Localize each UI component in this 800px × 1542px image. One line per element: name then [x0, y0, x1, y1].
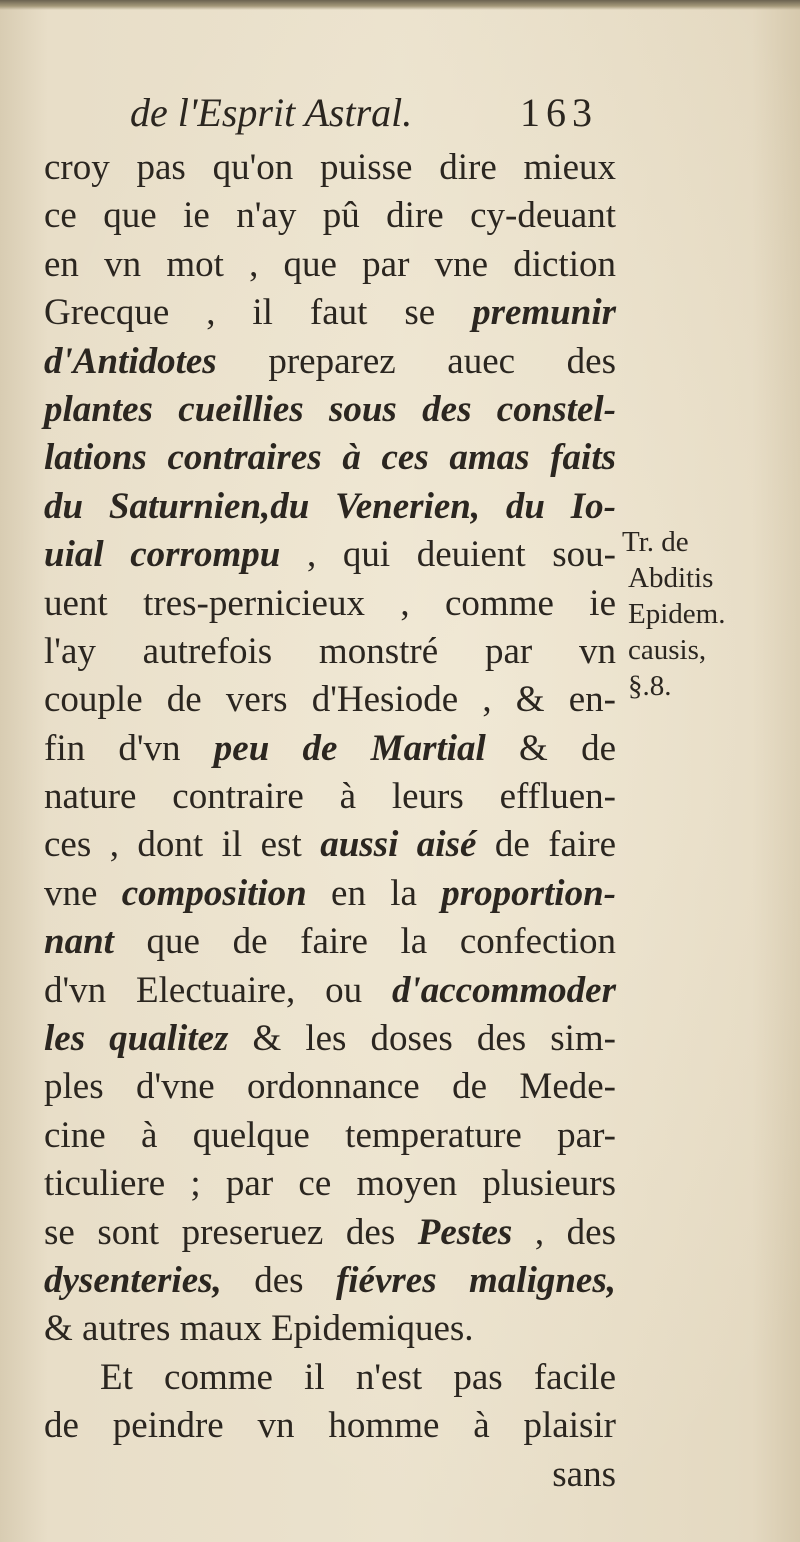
text-run: croy pas qu'on puisse dire mieux: [44, 147, 616, 188]
italic-run: du Saturnien,du Venerien, du Io-: [44, 485, 616, 527]
text-line: [44, 1257, 616, 1305]
text-run: cine à quelque temperature par-: [44, 1114, 616, 1156]
italic-run: lations contraires à ces amas faits: [44, 437, 616, 479]
italic-run: nant: [44, 921, 114, 963]
italic-run: fiévres malignes,: [335, 1259, 617, 1301]
text-line: [44, 821, 616, 869]
text-run: ce que ie n'ay pû dire cy-deuant: [44, 195, 616, 237]
text-line: [44, 1112, 616, 1160]
text-line: [44, 289, 616, 337]
italic-run: proportion-: [441, 872, 616, 914]
italic-run: d'Antidotes: [44, 340, 217, 382]
text-run: fin d'vn: [44, 727, 214, 769]
text-run: que de faire la confection: [113, 921, 616, 963]
text-run: de faire: [476, 824, 616, 866]
margin-note-line: §.8.: [628, 670, 672, 702]
text-line: [44, 628, 616, 676]
margin-note: [622, 524, 792, 704]
text-line: [44, 967, 616, 1015]
text-run: & autres maux Epidemiques.: [44, 1308, 474, 1350]
text-line: [44, 918, 616, 966]
italic-run: dysenteries,: [44, 1259, 222, 1301]
text-line: [44, 192, 616, 240]
text-run: des: [221, 1259, 336, 1301]
text-line: [44, 1160, 616, 1208]
text-line: [44, 531, 616, 579]
italic-run: premunir: [472, 292, 616, 334]
text-line: [44, 434, 616, 482]
text-line: [44, 580, 616, 628]
text-run: ces , dont il est: [44, 824, 321, 866]
margin-note-line: Tr. de: [622, 526, 689, 558]
text-line: [44, 725, 616, 773]
page-top-edge: [0, 0, 800, 10]
italic-run: Pestes: [417, 1211, 513, 1253]
margin-note-line: causis,: [628, 634, 707, 666]
italic-run: uial corrompu: [44, 534, 281, 576]
text-line: [44, 1354, 616, 1402]
text-run: & les doses des sim-: [228, 1018, 617, 1060]
text-run: en vn mot , que par vne diction: [44, 243, 616, 285]
italic-run: d'accommoder: [391, 969, 616, 1011]
text-run: en la: [306, 872, 442, 914]
text-run: couple de vers d'Hesiode , & en-: [44, 679, 616, 721]
text-run: Et comme il n'est pas facile: [100, 1356, 616, 1398]
text-line: [44, 773, 616, 821]
text-run: preparez auec des: [216, 340, 616, 382]
italic-run: plantes cueillies sous des constel-: [44, 388, 616, 430]
italic-run: composition: [121, 872, 307, 914]
text-run: uent tres-pernicieux , comme ie: [44, 582, 616, 624]
text-line: [44, 483, 616, 531]
text-run: nature contraire à leurs effluen-: [44, 776, 616, 818]
text-line: [44, 1209, 616, 1257]
margin-note-line: Epidem.: [628, 598, 726, 630]
italic-run: les qualitez: [44, 1018, 229, 1060]
text-run: & de: [485, 727, 616, 769]
text-line: [44, 1402, 616, 1450]
italic-run: aussi aisé: [320, 824, 477, 866]
text-run: l'ay autrefois monstré par vn: [44, 630, 616, 672]
body-text: [44, 144, 616, 1499]
text-run: ples d'vne ordonnance de Mede-: [44, 1066, 616, 1108]
text-run: ticuliere ; par ce moyen plusieurs: [44, 1163, 616, 1205]
text-run: , des: [512, 1211, 616, 1253]
text-line: [44, 241, 616, 289]
running-head: [130, 88, 610, 138]
text-run: se sont preseruez des: [44, 1211, 418, 1253]
text-line: [44, 870, 616, 918]
text-line: [44, 338, 616, 386]
text-line: [44, 1305, 616, 1353]
text-run: , qui deuient sou-: [280, 534, 616, 576]
text-line: [44, 386, 616, 434]
page-number: 163: [520, 90, 598, 135]
text-run: Grecque , il faut se: [44, 292, 473, 334]
catchword: sans: [552, 1453, 616, 1495]
margin-note-line: Abditis: [628, 562, 714, 594]
text-line: [44, 1063, 616, 1111]
running-head-title: de l'Esprit Astral.: [130, 90, 413, 135]
italic-run: peu de Martial: [213, 727, 486, 769]
text-line: [44, 144, 616, 192]
text-run: de peindre vn homme à plaisir: [44, 1405, 616, 1447]
text-run: vne: [44, 872, 122, 914]
text-line: [44, 1015, 616, 1063]
text-line: [44, 676, 616, 724]
text-run: d'vn Electuaire, ou: [44, 969, 392, 1011]
